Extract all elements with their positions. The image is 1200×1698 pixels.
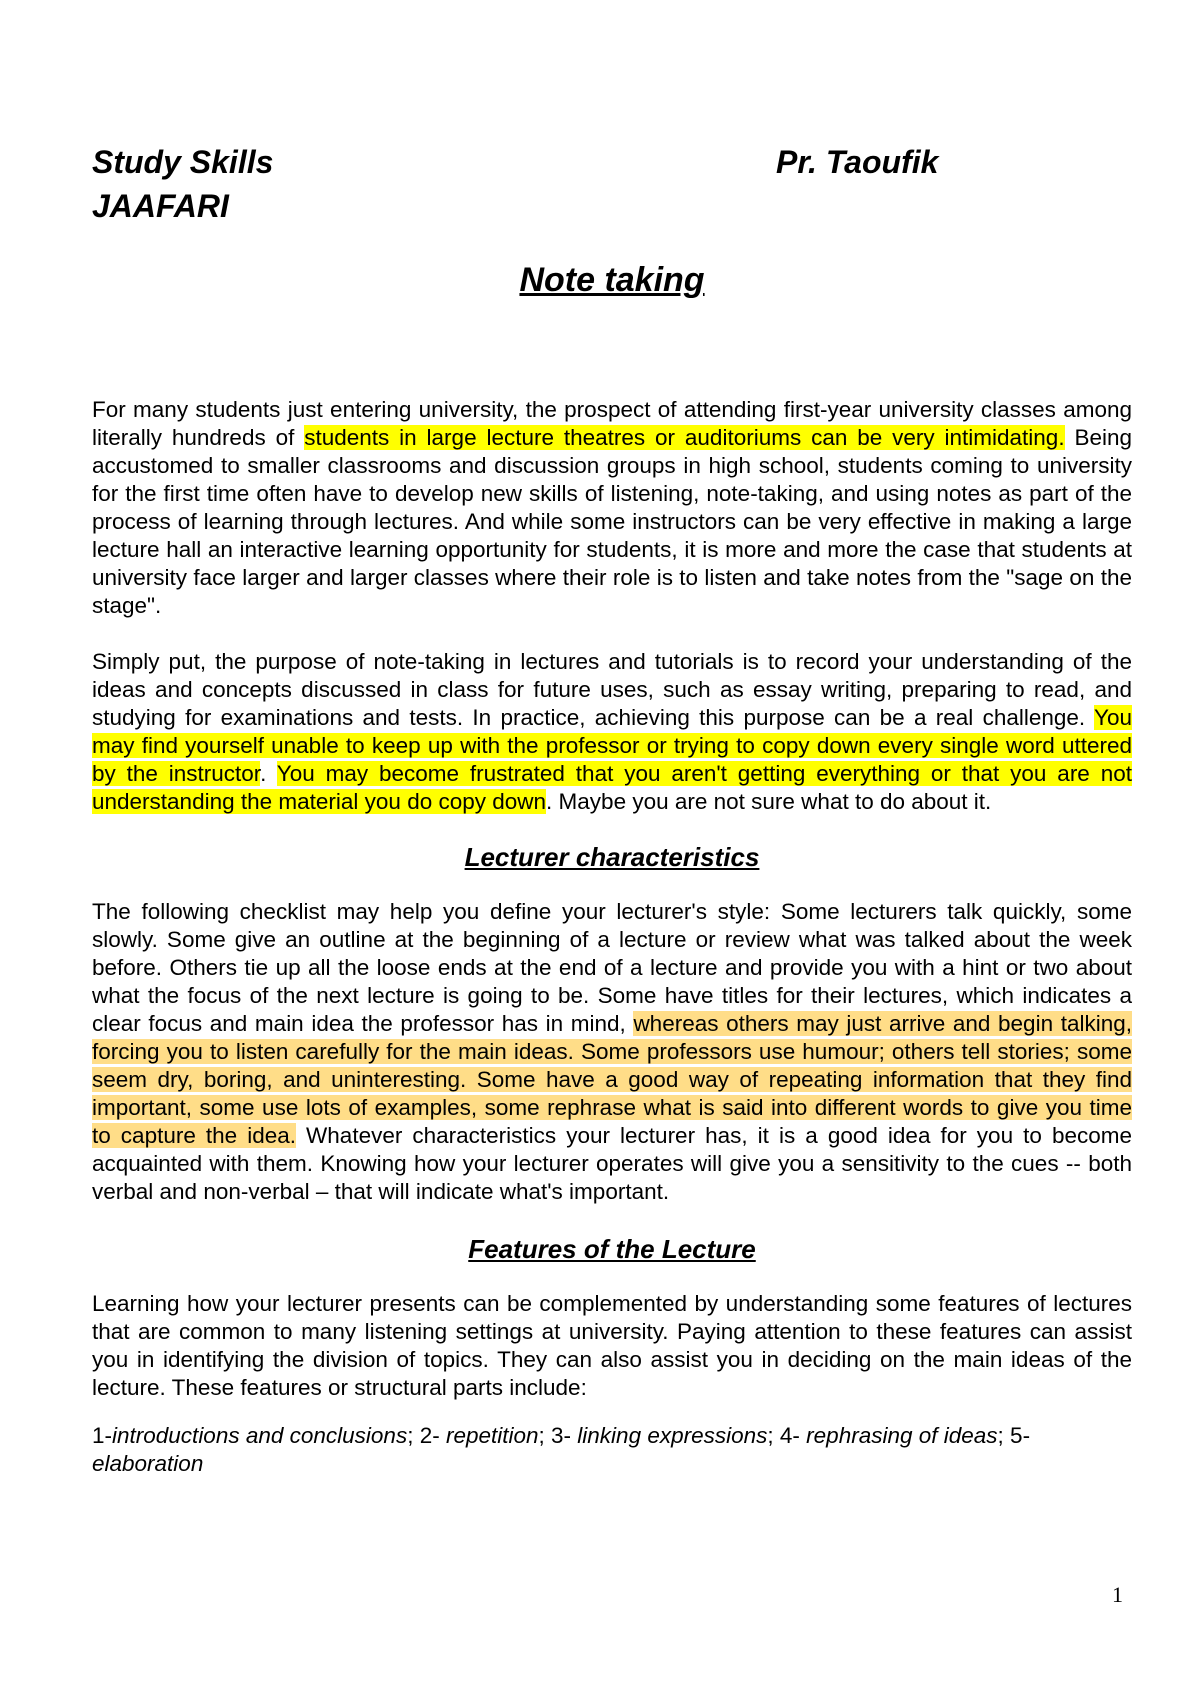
list-number: ; 4-: [767, 1423, 807, 1448]
document-page: [92, 140, 1132, 1478]
section-heading-features: Features of the Lecture: [468, 1234, 756, 1264]
list-item: elaboration: [92, 1451, 204, 1476]
paragraph-intro: [92, 396, 1132, 620]
header-line: [92, 140, 1132, 184]
features-list: [92, 1422, 1132, 1478]
highlighted-text: You may become frustrated that you aren't getting everything or that you are not understanding the material you do copy down: [92, 761, 1132, 814]
highlighted-text: You may find yourself unable to keep up with the professor or trying to copy down every single word uttered by the instructor: [92, 705, 1132, 786]
page-number: 1: [1112, 1582, 1123, 1607]
paragraph-lecturer: [92, 898, 1132, 1206]
paragraph-text: Whatever characteristics your lecturer has, it is a good idea for you to become acquainted with them. Knowing how your lecturer operates will give you a sensitivity to the cues -- both verbal and non-verbal – that will indicate what's important.: [92, 1123, 1132, 1204]
page-title: Note taking: [519, 261, 705, 299]
paragraph-text: .: [260, 761, 277, 786]
header-line-2: [92, 184, 1132, 228]
paragraph-text: Being accustomed to smaller classrooms and discussion groups in high school, students coming to university for the first time often have to develop new skills of listening, note-taking, and using notes as part of the process of learning through lectures. And while some instructors can be very effective in making a large lecture hall an interactive learning opportunity for students, it is more and more the case that students at university face larger and larger classes where their role is to listen and take notes from the "sage on the stage".: [92, 425, 1132, 618]
list-item: linking expressions: [577, 1423, 768, 1448]
list-number: ; 5-: [997, 1423, 1031, 1448]
instructor-last-name: JAAFARI: [92, 188, 229, 224]
paragraph-purpose: [92, 648, 1132, 816]
highlighted-text: students in large lecture theatres or auditoriums can be very intimidating.: [304, 425, 1065, 450]
paragraph-features: Learning how your lecturer presents can be complemented by understanding some features of lectures that are common to many listening settings at university. Paying attention to these features can assist you in identifying the division of topics. They can also assist you in deciding on the main ideas of the lecture. These features or structural parts include:: [92, 1291, 1132, 1400]
list-item: introductions and conclusions: [112, 1423, 408, 1448]
highlighted-text: whereas others may just arrive and begin talking, forcing you to listen carefully for the main ideas. Some professors use humour; others tell stories; some seem dry, boring, and uninteresting. Some have a good way of repeating information that they find important, some use lots of examples, some rephrase what is said into different words to give you time to capture the idea.: [92, 1011, 1132, 1148]
paragraph-text: . Maybe you are not sure what to do about it.: [546, 789, 992, 814]
paragraph-text: For many students just entering university, the prospect of attending first-year university classes among literally hundreds of: [92, 397, 1132, 450]
course-title: Study Skills: [92, 144, 274, 180]
instructor-name: Pr. Taoufik: [776, 144, 948, 180]
list-item: repetition: [445, 1423, 539, 1448]
list-number: ; 2-: [407, 1423, 446, 1448]
section-heading-lecturer: Lecturer characteristics: [464, 842, 760, 872]
paragraph-text: Simply put, the purpose of note-taking in lectures and tutorials is to record your understanding of the ideas and concepts discussed in class for future uses, such as essay writing, preparing to read, and studying for examinations and tests. In practice, achieving this purpose can be a real challenge.: [92, 649, 1132, 730]
list-number: ; 3-: [538, 1423, 578, 1448]
paragraph-text: The following checklist may help you define your lecturer's style: Some lecturers talk quickly, some slowly. Some give an outline at the beginning of a lecture or review what was talked about the week before. Others tie up all the loose ends at the end of a lecture and provide you with a hint or two about what the focus of the next lecture is going to be. Some have titles for their lectures, which indicates a clear focus and main idea the professor has in mind,: [92, 899, 1132, 1036]
list-number: 1-: [92, 1423, 113, 1448]
list-item: rephrasing of ideas: [806, 1423, 998, 1448]
